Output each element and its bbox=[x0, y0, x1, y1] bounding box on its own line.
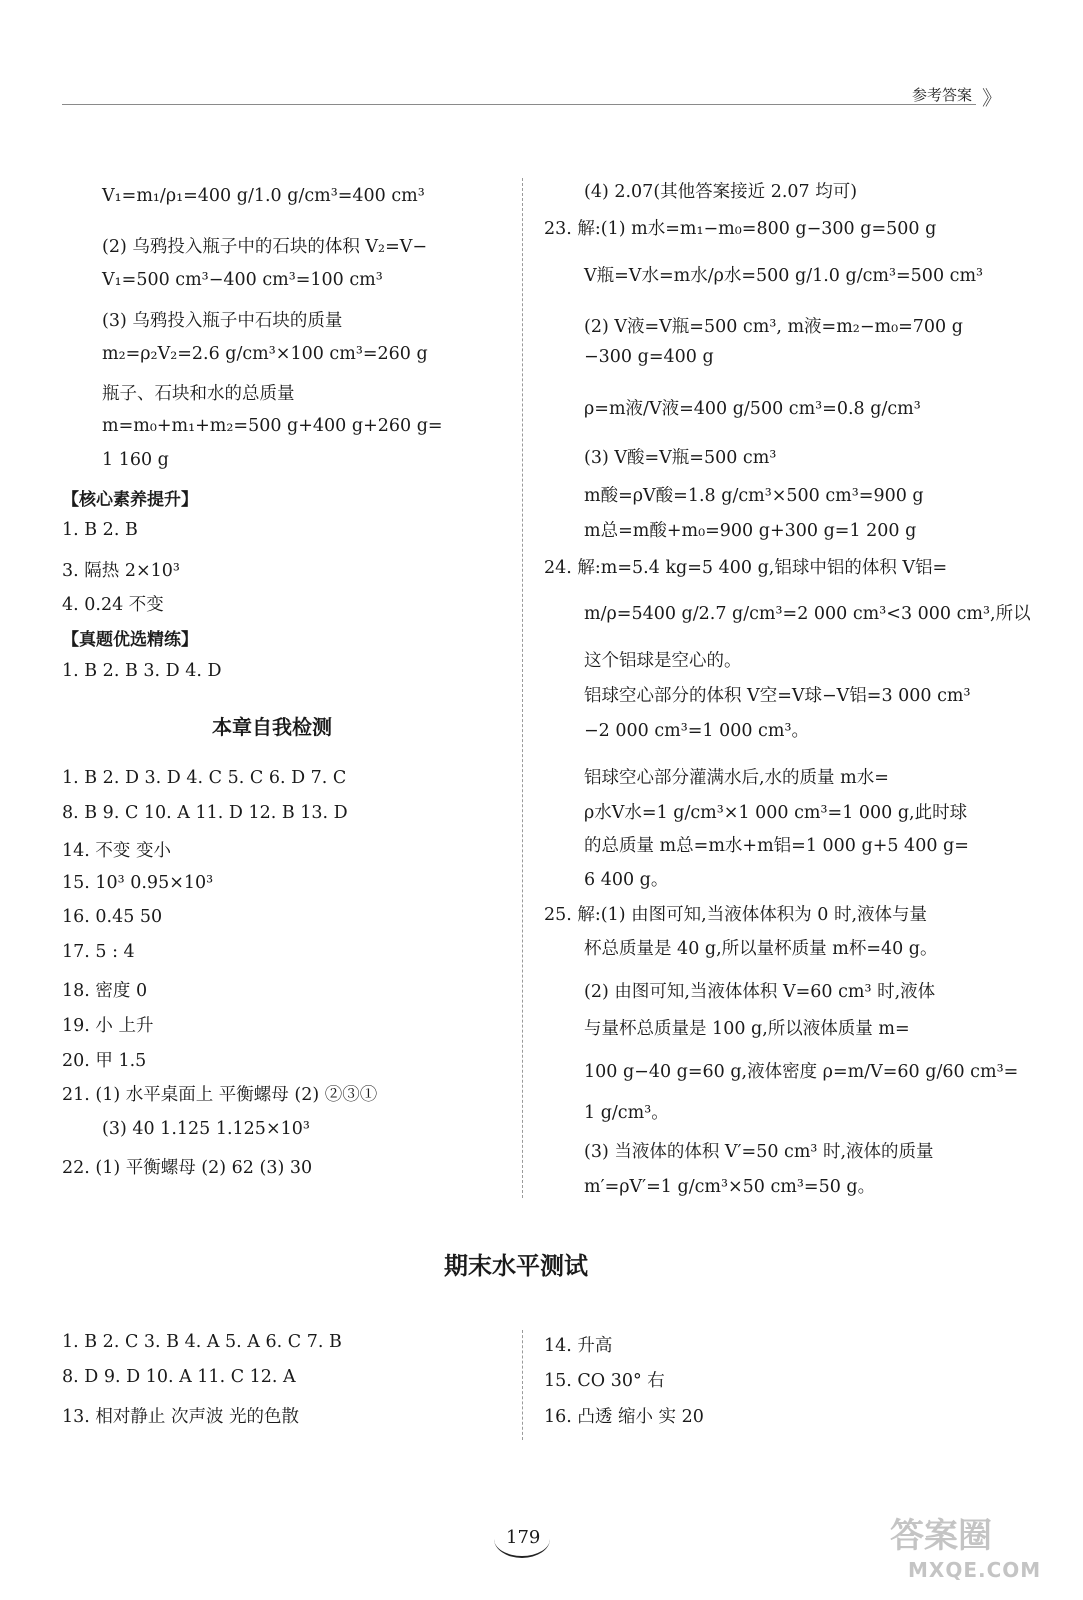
answer-line: V₁=500 cm³−400 cm³=100 cm³ bbox=[102, 270, 383, 290]
answer-line: 25. 解:(1) 由图可知,当液体体积为 0 时,液体与量 bbox=[544, 905, 928, 925]
answer-line: 8. D 9. D 10. A 11. C 12. A bbox=[62, 1367, 296, 1387]
answer-line: (3) V酸=V瓶=500 cm³ bbox=[584, 448, 777, 468]
answer-line: ρ=m液/V液=400 g/500 cm³=0.8 g/cm³ bbox=[584, 399, 921, 419]
header-arrow-icon: 》 bbox=[982, 86, 1002, 110]
final-column-divider bbox=[522, 1330, 523, 1440]
watermark-url: MXQE.COM bbox=[908, 1558, 1042, 1582]
page-number-swirl-icon bbox=[494, 1520, 550, 1558]
answer-line: m酸=ρV酸=1.8 g/cm³×500 cm³=900 g bbox=[584, 486, 924, 506]
answer-line: 8. B 9. C 10. A 11. D 12. B 13. D bbox=[62, 803, 348, 823]
answer-line: m=m₀+m₁+m₂=500 g+400 g+260 g= bbox=[102, 416, 443, 436]
answer-line: 1. B 2. D 3. D 4. C 5. C 6. D 7. C bbox=[62, 768, 347, 788]
right-column bbox=[544, 176, 1031, 1206]
answer-line: 1. B 2. B 3. D 4. D bbox=[62, 661, 222, 681]
answer-line: 1. B 2. B bbox=[62, 520, 138, 540]
answer-line: m₂=ρ₂V₂=2.6 g/cm³×100 cm³=260 g bbox=[102, 344, 428, 364]
answer-line: 4. 0.24 不变 bbox=[62, 595, 164, 615]
answer-line: 铝球空心部分灌满水后,水的质量 m水= bbox=[584, 768, 889, 788]
answer-line: 15. 10³ 0.95×10³ bbox=[62, 873, 214, 893]
answer-line: (3) 40 1.125 1.125×10³ bbox=[102, 1119, 310, 1139]
watermark-logo: 答案圈 bbox=[890, 1516, 992, 1556]
answer-line: 21. (1) 水平桌面上 平衡螺母 (2) ②③① bbox=[62, 1085, 378, 1105]
header-rule bbox=[62, 104, 976, 105]
answer-line: 铝球空心部分的体积 V空=V球−V铝=3 000 cm³ bbox=[584, 686, 971, 706]
answer-line: 13. 相对静止 次声波 光的色散 bbox=[62, 1407, 300, 1427]
answer-line: 的总质量 m总=m水+m铝=1 000 g+5 400 g= bbox=[584, 836, 969, 856]
final-right-column bbox=[544, 1332, 984, 1432]
answer-line: V瓶=V水=m水/ρ水=500 g/1.0 g/cm³=500 cm³ bbox=[584, 266, 984, 286]
answer-line: 与量杯总质量是 100 g,所以液体质量 m= bbox=[584, 1019, 910, 1039]
answer-line: 16. 0.45 50 bbox=[62, 907, 163, 927]
answer-line: 1. B 2. C 3. B 4. A 5. A 6. C 7. B bbox=[62, 1332, 342, 1352]
answer-line: 18. 密度 0 bbox=[62, 981, 148, 1001]
answer-line: 19. 小 上升 bbox=[62, 1016, 154, 1036]
answer-line: V₁=m₁/ρ₁=400 g/1.0 g/cm³=400 cm³ bbox=[102, 186, 425, 206]
answer-line: m总=m酸+m₀=900 g+300 g=1 200 g bbox=[584, 521, 917, 541]
answer-line: 1 g/cm³。 bbox=[584, 1103, 669, 1123]
answer-line: (2) 由图可知,当液体体积 V=60 cm³ 时,液体 bbox=[584, 982, 936, 1002]
answer-line: 24. 解:m=5.4 kg=5 400 g,铝球中铝的体积 V铝= bbox=[544, 558, 948, 578]
answer-line: (3) 乌鸦投入瓶子中石块的质量 bbox=[102, 311, 343, 331]
section-heading: 【核心素养提升】 bbox=[62, 490, 198, 510]
answer-line: (2) 乌鸦投入瓶子中的石块的体积 V₂=V− bbox=[102, 237, 428, 257]
chapter-test-title: 本章自我检测 bbox=[212, 715, 332, 739]
page-number: 179 bbox=[506, 1527, 541, 1548]
answer-line: 6 400 g。 bbox=[584, 870, 669, 890]
answer-line: 14. 升高 bbox=[544, 1336, 613, 1356]
final-left-column bbox=[62, 1332, 512, 1432]
answer-line: 23. 解:(1) m水=m₁−m₀=800 g−300 g=500 g bbox=[544, 219, 937, 239]
answer-line: (4) 2.07(其他答案接近 2.07 均可) bbox=[584, 182, 858, 202]
answer-line: 15. CO 30° 右 bbox=[544, 1371, 665, 1391]
answer-line: 22. (1) 平衡螺母 (2) 62 (3) 30 bbox=[62, 1158, 313, 1178]
final-test-title: 期末水平测试 bbox=[444, 1252, 588, 1280]
answer-line: 杯总质量是 40 g,所以量杯质量 m杯=40 g。 bbox=[584, 939, 938, 959]
answer-line: 20. 甲 1.5 bbox=[62, 1051, 147, 1071]
answer-line: 14. 不变 变小 bbox=[62, 841, 171, 861]
answer-line: m′=ρV′=1 g/cm³×50 cm³=50 g。 bbox=[584, 1177, 876, 1197]
answer-line: 16. 凸透 缩小 实 20 bbox=[544, 1407, 704, 1427]
answer-line: (2) V液=V瓶=500 cm³, m液=m₂−m₀=700 g bbox=[584, 317, 963, 337]
answer-line: 1 160 g bbox=[102, 450, 169, 470]
answer-line: (3) 当液体的体积 V′=50 cm³ 时,液体的质量 bbox=[584, 1142, 934, 1162]
answer-line: 17. 5 : 4 bbox=[62, 942, 135, 962]
answer-line: −300 g=400 g bbox=[584, 347, 714, 367]
header-label: 参考答案 bbox=[912, 86, 973, 104]
answer-line: −2 000 cm³=1 000 cm³。 bbox=[584, 721, 809, 741]
answer-line: 100 g−40 g=60 g,液体密度 ρ=m/V=60 g/60 cm³= bbox=[584, 1062, 1019, 1082]
answer-line: 瓶子、石块和水的总质量 bbox=[102, 384, 295, 404]
answer-line: 3. 隔热 2×10³ bbox=[62, 561, 180, 581]
column-divider bbox=[522, 178, 523, 1198]
answer-line: 这个铝球是空心的。 bbox=[584, 651, 742, 671]
section-heading: 【真题优选精练】 bbox=[62, 630, 198, 650]
answer-line: ρ水V水=1 g/cm³×1 000 cm³=1 000 g,此时球 bbox=[584, 803, 968, 823]
left-column bbox=[62, 176, 512, 1206]
answer-line: m/ρ=5400 g/2.7 g/cm³=2 000 cm³<3 000 cm³,所以 bbox=[584, 604, 1031, 624]
